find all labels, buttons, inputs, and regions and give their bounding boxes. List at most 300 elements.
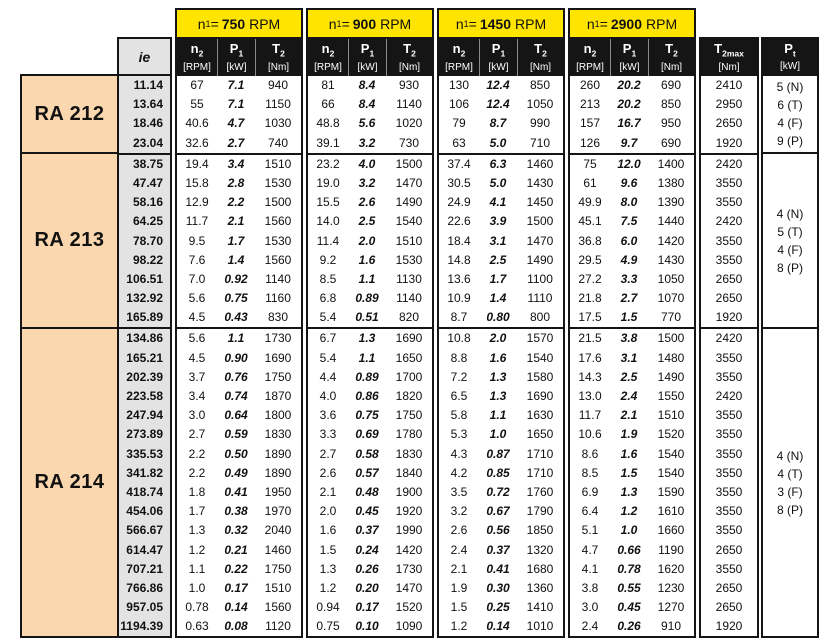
- value-cell: 19.0: [316, 175, 340, 190]
- table-row-data: [308, 617, 432, 636]
- value-cell: 1.5: [620, 465, 638, 480]
- value-cell: 0.51: [355, 310, 379, 325]
- value-cell: 2.6: [358, 195, 376, 210]
- value-cell: 710: [529, 135, 551, 150]
- table-row-data: [570, 445, 694, 464]
- value-cell: 12.4: [486, 78, 510, 92]
- table-row-data: [570, 76, 694, 95]
- value-cell: 13.6: [447, 271, 471, 286]
- value-cell: 1890: [264, 465, 292, 480]
- ie-value: 335.53: [126, 446, 163, 461]
- table-row-data: [570, 134, 694, 153]
- table-row-data: [570, 483, 694, 502]
- model-label: RA 213: [34, 229, 105, 252]
- value-cell: 1710: [526, 446, 554, 461]
- value-cell: 2.1: [450, 561, 468, 576]
- value-cell: 1.1: [188, 561, 206, 576]
- speed-equals: =: [599, 15, 608, 32]
- value-cell: 18.4: [447, 233, 471, 248]
- value-cell: 1.2: [620, 504, 638, 519]
- column-symbol-sub: 2: [280, 48, 285, 59]
- table-row-data: [308, 76, 432, 95]
- value-cell: 1.6: [620, 446, 638, 461]
- value-cell: 0.41: [486, 561, 510, 576]
- table-row-data: [570, 308, 694, 327]
- column-header: [308, 39, 348, 76]
- column-symbol: T: [714, 41, 723, 57]
- ie-value: 766.86: [126, 580, 163, 595]
- table-row-data: [439, 406, 563, 425]
- table-row-data: [570, 349, 694, 368]
- pt-value: 4 (T): [777, 466, 803, 481]
- ie-value: 132.92: [126, 291, 163, 306]
- ie-value: 1194.39: [120, 619, 163, 634]
- value-cell: 20.2: [617, 97, 641, 112]
- value-cell: 3.2: [358, 135, 376, 150]
- value-cell: 1530: [395, 252, 423, 267]
- value-cell: 4.1: [489, 195, 507, 210]
- table-row-data: [177, 329, 301, 348]
- table-row-data: [570, 617, 694, 636]
- column-symbol-sub: 2: [411, 48, 416, 59]
- speed-group: [437, 8, 565, 638]
- value-cell: 1140: [265, 271, 291, 286]
- table-row-data: [177, 502, 301, 521]
- table-row-data: [308, 387, 432, 406]
- table-row-data: [570, 232, 694, 251]
- table-row-data: [308, 541, 432, 560]
- value-cell: 1460: [526, 156, 554, 171]
- table-row-data: [308, 368, 432, 387]
- table-row-data: [177, 193, 301, 212]
- value-cell: 0.17: [224, 580, 248, 595]
- value-cell: 0.69: [355, 427, 379, 442]
- value-cell: 27.2: [578, 271, 602, 286]
- column-headers: [308, 39, 432, 76]
- value-cell: 1950: [264, 484, 292, 499]
- value-cell: 1.7: [188, 504, 206, 519]
- table-row-data: [308, 251, 432, 270]
- column-symbol-sub: 2: [542, 48, 547, 59]
- value-cell: 1.6: [358, 252, 376, 267]
- value-cell: 157: [579, 116, 601, 131]
- group-section: [308, 76, 432, 153]
- value-cell: 9.6: [620, 175, 638, 190]
- value-cell: 2.1: [227, 214, 245, 229]
- t2max-value: 3550: [715, 408, 743, 423]
- value-cell: 6.5: [450, 389, 468, 403]
- value-cell: 0.21: [224, 542, 248, 557]
- value-cell: 1500: [657, 331, 685, 346]
- value-cell: 2.5: [358, 214, 376, 229]
- table-row-data: [439, 464, 563, 483]
- table-row-data: [308, 349, 432, 368]
- ie-value: 707.21: [126, 561, 163, 576]
- column-unit: [Nm]: [718, 61, 740, 73]
- value-cell: 1890: [264, 446, 292, 461]
- value-cell: 0.14: [486, 619, 510, 634]
- value-cell: 1570: [526, 331, 554, 346]
- speed-value: 900: [352, 15, 377, 32]
- table-row-data: [439, 579, 563, 598]
- value-cell: 0.50: [224, 446, 248, 461]
- ie-value: 247.94: [126, 408, 163, 423]
- value-cell: 0.38: [224, 504, 248, 519]
- value-cell: 1380: [657, 175, 685, 190]
- table-row-data: [570, 155, 694, 174]
- value-cell: 1540: [657, 446, 685, 461]
- speed-unit: RPM: [646, 15, 678, 32]
- speed-equals: =: [468, 15, 477, 32]
- ie-value: 957.05: [126, 600, 163, 615]
- speed-var: n: [328, 15, 337, 32]
- speed-var: n: [586, 15, 595, 32]
- value-cell: 37.4: [447, 156, 471, 171]
- column-symbol: T: [272, 41, 281, 57]
- value-cell: 1500: [526, 214, 554, 229]
- value-cell: 3.8: [581, 580, 599, 595]
- value-cell: 0.76: [224, 369, 248, 384]
- value-cell: 1.3: [620, 484, 638, 499]
- value-cell: 3.6: [319, 408, 337, 423]
- table-row-data: [439, 521, 563, 540]
- ie-value: 47.47: [132, 175, 163, 190]
- value-cell: 2.7: [188, 427, 206, 442]
- value-cell: 1690: [526, 389, 554, 403]
- table-row-data: [439, 251, 563, 270]
- value-cell: 15.8: [185, 175, 209, 190]
- group-section: [439, 76, 563, 153]
- t2max-value: 2650: [715, 291, 743, 306]
- t2max-value: 1920: [715, 619, 743, 634]
- value-cell: 1530: [264, 233, 292, 248]
- value-cell: 2.0: [319, 504, 337, 519]
- value-cell: 4.3: [450, 446, 468, 461]
- table-row-data: [308, 521, 432, 540]
- table-row-data: [570, 329, 694, 348]
- value-cell: 0.43: [224, 310, 248, 325]
- value-cell: 0.26: [355, 561, 379, 576]
- column-unit: [RPM]: [576, 61, 604, 73]
- value-cell: 1400: [657, 156, 685, 171]
- table-row-data: [177, 464, 301, 483]
- table-row-data: [177, 425, 301, 444]
- pt-value: 9 (P): [776, 134, 803, 149]
- value-cell: 9.5: [188, 233, 206, 248]
- value-cell: 770: [660, 310, 682, 325]
- value-cell: 0.78: [185, 600, 209, 615]
- value-cell: 1870: [264, 389, 292, 403]
- value-cell: 12.0: [617, 156, 641, 171]
- value-cell: 1690: [264, 350, 292, 365]
- value-cell: 3.1: [620, 350, 638, 365]
- value-cell: 6.9: [581, 484, 599, 499]
- value-cell: 1.0: [489, 427, 507, 442]
- value-cell: 4.7: [581, 542, 599, 557]
- column-header: [701, 39, 757, 76]
- table-row-data: [570, 387, 694, 406]
- ie-value: 11.14: [133, 78, 163, 92]
- value-cell: 2.6: [450, 523, 468, 538]
- t2max-value: 2420: [715, 331, 743, 346]
- speed-var: n: [197, 15, 206, 32]
- value-cell: 0.17: [355, 600, 379, 615]
- value-cell: 3.8: [620, 331, 638, 346]
- value-cell: 12.4: [486, 97, 510, 112]
- column-symbol-sub: 2: [460, 48, 466, 59]
- value-cell: 2.6: [319, 465, 337, 480]
- table-row-data: [439, 308, 563, 327]
- value-cell: 2.5: [620, 369, 638, 384]
- value-cell: 1710: [526, 465, 554, 480]
- value-cell: 1820: [395, 389, 423, 403]
- ie-value: 418.74: [126, 484, 163, 499]
- value-cell: 10.8: [447, 331, 471, 346]
- value-cell: 1470: [526, 233, 554, 248]
- value-cell: 0.67: [486, 504, 510, 519]
- value-cell: 1750: [264, 369, 292, 384]
- t2max-value: 3550: [715, 504, 743, 519]
- value-cell: 1130: [396, 271, 422, 286]
- t2max-section: [701, 76, 757, 153]
- value-cell: 3.1: [489, 233, 507, 248]
- column-symbol: T: [534, 41, 543, 57]
- t2max-value: 3550: [715, 252, 743, 267]
- value-cell: 1140: [396, 97, 422, 112]
- value-cell: 63: [452, 135, 466, 150]
- table-row-data: [308, 502, 432, 521]
- value-cell: 1660: [657, 523, 685, 538]
- table-row-data: [570, 521, 694, 540]
- value-cell: 6.8: [319, 291, 337, 306]
- pt-section: [763, 76, 817, 153]
- column-unit: [RPM]: [183, 61, 211, 73]
- ie-value: 165.89: [126, 310, 163, 325]
- value-cell: 1590: [657, 484, 685, 499]
- column-symbol-sub: 1: [238, 48, 244, 59]
- speed-unit: RPM: [515, 15, 547, 32]
- pt-value: 4 (N): [776, 206, 804, 221]
- value-cell: 0.37: [486, 542, 510, 557]
- column-header: [570, 39, 610, 76]
- table-row-data: [308, 483, 432, 502]
- pt-value: 5 (T): [777, 224, 803, 239]
- value-cell: 1.6: [489, 350, 507, 365]
- table-row-data: [570, 579, 694, 598]
- table-row-data: [439, 114, 563, 133]
- value-cell: 1540: [395, 214, 423, 229]
- table-row-data: [570, 114, 694, 133]
- speed-value: 750: [221, 15, 246, 32]
- value-cell: 1540: [657, 465, 685, 480]
- t2max-value: 2650: [715, 271, 743, 286]
- table-row-data: [177, 76, 301, 95]
- value-cell: 7.5: [620, 214, 638, 229]
- value-cell: 0.75: [316, 619, 340, 634]
- value-cell: 5.3: [450, 427, 468, 442]
- t2max-value: 3550: [715, 446, 743, 461]
- table-row-data: [439, 174, 563, 193]
- value-cell: 3.2: [450, 504, 468, 519]
- value-cell: 1.5: [620, 310, 638, 325]
- table-row-data: [570, 289, 694, 308]
- speed-group: [306, 8, 434, 638]
- value-cell: 213: [579, 97, 601, 112]
- value-cell: 850: [529, 78, 551, 92]
- value-cell: 0.45: [617, 600, 641, 615]
- table-row-data: [177, 289, 301, 308]
- column-symbol: T: [403, 41, 412, 57]
- value-cell: 830: [267, 310, 289, 325]
- value-cell: 7.0: [188, 271, 206, 286]
- value-cell: 1100: [527, 271, 553, 286]
- value-cell: 10.9: [447, 291, 471, 306]
- table-row-data: [570, 212, 694, 231]
- value-cell: 1700: [395, 369, 423, 384]
- speed-group: [175, 8, 303, 638]
- t2max-value: 3550: [715, 561, 743, 576]
- value-cell: 1750: [395, 408, 423, 423]
- value-cell: 1190: [658, 542, 684, 557]
- ie-value: 165.21: [126, 350, 163, 365]
- t2max-value: 3550: [715, 175, 743, 190]
- value-cell: 0.75: [224, 291, 248, 306]
- value-cell: 9.2: [319, 252, 337, 267]
- value-cell: 1580: [526, 369, 554, 384]
- value-cell: 0.74: [224, 389, 248, 403]
- table-row-data: [439, 76, 563, 95]
- table-row-data: [177, 579, 301, 598]
- value-cell: 1500: [395, 156, 423, 171]
- value-cell: 4.1: [581, 561, 599, 576]
- value-cell: 0.58: [355, 446, 379, 461]
- pt-value: 6 (T): [777, 98, 803, 113]
- table-row-data: [308, 289, 432, 308]
- value-cell: 14.0: [316, 214, 340, 229]
- t2max-value: 3550: [715, 427, 743, 442]
- value-cell: 1.0: [620, 523, 638, 538]
- value-cell: 30.5: [447, 175, 471, 190]
- value-cell: 8.4: [358, 78, 376, 92]
- value-cell: 5.6: [358, 116, 376, 131]
- group-section: [308, 153, 432, 328]
- column-header: [517, 39, 563, 76]
- value-cell: 1680: [526, 561, 554, 576]
- table-row-data: [177, 598, 301, 617]
- value-cell: 2.2: [188, 465, 206, 480]
- value-cell: 79: [452, 116, 466, 131]
- ie-section: [119, 327, 170, 636]
- speed-value: 1450: [479, 15, 512, 32]
- value-cell: 5.1: [581, 523, 599, 538]
- value-cell: 8.5: [581, 465, 599, 480]
- value-cell: 4.5: [188, 350, 206, 365]
- table-row-data: [439, 598, 563, 617]
- table-row-data: [570, 425, 694, 444]
- t2max-value: 3550: [715, 369, 743, 384]
- column-header: [439, 39, 479, 76]
- value-cell: 22.6: [447, 214, 471, 229]
- value-cell: 1.3: [319, 561, 337, 576]
- speed-unit: RPM: [249, 15, 281, 32]
- value-cell: 0.90: [224, 350, 248, 365]
- table-row-data: [439, 541, 563, 560]
- value-cell: 15.5: [316, 195, 340, 210]
- value-cell: 7.6: [188, 252, 206, 267]
- value-cell: 1850: [526, 523, 554, 538]
- column-symbol: T: [665, 41, 674, 57]
- column-symbol: P: [622, 41, 632, 57]
- value-cell: 2.8: [227, 175, 245, 190]
- table-row-data: [308, 464, 432, 483]
- value-cell: 2.2: [188, 446, 206, 461]
- value-cell: 1550: [657, 389, 685, 403]
- value-cell: 1780: [395, 427, 423, 442]
- column-symbol: n: [190, 41, 199, 57]
- model-label: RA 212: [34, 102, 105, 125]
- value-cell: 1490: [657, 369, 685, 384]
- value-cell: 1840: [395, 465, 423, 480]
- value-cell: 3.9: [489, 214, 507, 229]
- speed-var: n: [455, 15, 464, 32]
- value-cell: 4.2: [450, 465, 468, 480]
- value-cell: 0.49: [224, 465, 248, 480]
- value-cell: 8.7: [489, 116, 507, 131]
- table-row-data: [308, 212, 432, 231]
- table-row-data: [570, 541, 694, 560]
- table-row-data: [439, 445, 563, 464]
- value-cell: 17.6: [578, 350, 602, 365]
- value-cell: 2.7: [319, 446, 337, 461]
- column-headers: [439, 39, 563, 76]
- value-cell: 4.4: [319, 369, 337, 384]
- value-cell: 0.85: [486, 465, 510, 480]
- value-cell: 1450: [526, 195, 554, 210]
- table-row-data: [570, 406, 694, 425]
- value-cell: 23.2: [316, 156, 340, 171]
- table-row-data: [177, 174, 301, 193]
- value-cell: 0.63: [185, 619, 209, 634]
- pt-value: 5 (N): [776, 80, 804, 95]
- value-cell: 0.89: [355, 369, 379, 384]
- column-symbol-sub: t: [792, 48, 796, 59]
- value-cell: 0.30: [486, 580, 510, 595]
- value-cell: 800: [529, 310, 551, 325]
- column-symbol: P: [360, 41, 370, 57]
- value-cell: 1010: [526, 619, 554, 634]
- column-header: [217, 39, 255, 76]
- value-cell: 21.8: [578, 291, 602, 306]
- table-row-data: [439, 155, 563, 174]
- table-row-data: [308, 232, 432, 251]
- value-cell: 1.8: [188, 484, 206, 499]
- value-cell: 740: [267, 135, 289, 150]
- value-cell: 5.6: [188, 291, 206, 306]
- table-row-data: [439, 425, 563, 444]
- pt-section: [763, 152, 817, 327]
- value-cell: 1410: [526, 600, 554, 615]
- value-cell: 1540: [526, 350, 554, 365]
- value-cell: 0.75: [355, 408, 379, 423]
- value-cell: 1440: [657, 214, 685, 229]
- table-row-data: [439, 95, 563, 114]
- value-cell: 24.9: [447, 195, 471, 210]
- value-cell: 8.7: [450, 310, 468, 325]
- value-cell: 2.0: [489, 331, 507, 346]
- value-cell: 66: [321, 97, 335, 112]
- value-cell: 1790: [526, 504, 554, 519]
- column-symbol: P: [229, 41, 239, 57]
